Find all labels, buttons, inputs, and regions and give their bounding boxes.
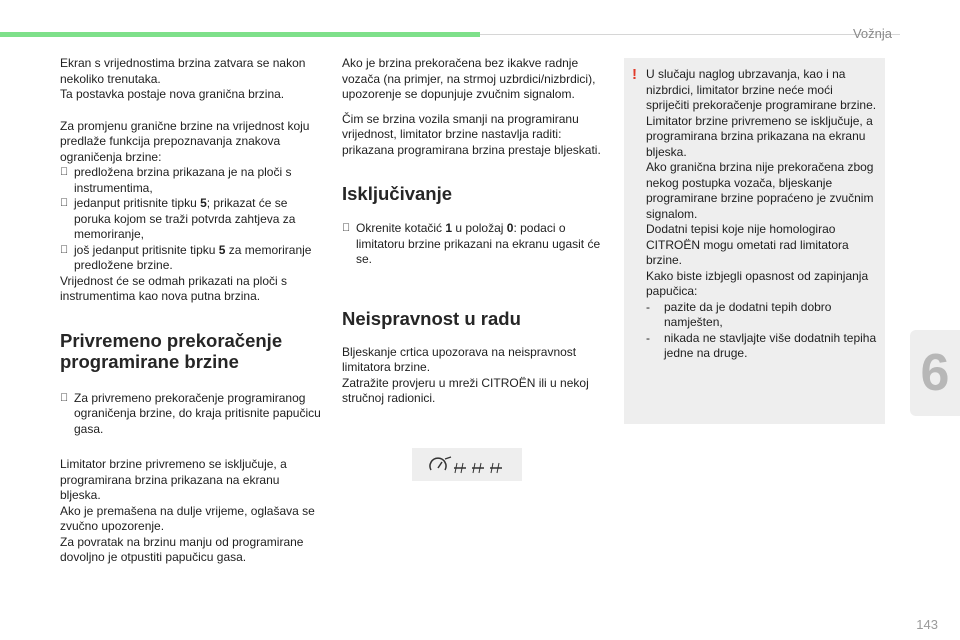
warning-exclamation-icon: !	[632, 66, 637, 83]
list-item-text: u položaj	[452, 221, 507, 235]
list-item-text: još jedanput pritisnite tipku	[74, 242, 219, 257]
heading-off: Isključivanje	[342, 183, 453, 204]
list-item	[60, 391, 322, 438]
warning-paragraph: Limitator brzine privremeno se isključuje, a programirana brzina prikazana na ekranu bljeska.	[646, 113, 873, 159]
checkbox-bullet-icon	[60, 196, 74, 243]
list-item-text: : podaci o limitatoru brzine prikazani na ekranu ugasit će se.	[356, 221, 601, 266]
checkbox-bullet-icon	[342, 221, 356, 268]
key-label: 1	[445, 221, 453, 235]
paragraph: Ako je premašena na dulje vrijeme, oglašava se zvučno upozorenje.	[60, 503, 315, 533]
column-left	[60, 56, 322, 566]
key-label: 5	[218, 242, 226, 257]
dash-bullet: -	[646, 299, 650, 314]
paragraph: Čim se brzina vozila smanji na programiranu vrijednost, limitator brzine nastavlja raditi: prikazana programirana brzina prestaje bljeskati.	[342, 111, 601, 157]
list-item-text: pazite da je dodatni tepih dobro namješten,	[664, 299, 832, 329]
paragraph: Ako je brzina prekoračena bez ikakve radnje vozača (na primjer, na strmoj uzbrdici/nizbrdici), upozorenje se dopunjuje zvučnim signalom.	[342, 56, 596, 101]
header-rule	[480, 34, 900, 35]
paragraph: Za promjenu granične brzine na vrijednost koju predlaže funkcija prepoznavanja znakova ograničenja brzine:	[60, 118, 310, 164]
list-item	[60, 243, 322, 274]
paragraph: Ekran s vrijednostima brzina zatvara se nakon nekoliko trenutaka.	[60, 56, 306, 86]
checkbox-bullet-icon	[60, 391, 74, 438]
list-item-text: ; prikazat će se poruka kojom se traži potvrda zahtjeva za memoriranje,	[74, 196, 296, 241]
warning-paragraph: Ako granična brzina nije prekoračena zbog nekog postupka vozača, bljeskanje programirane brzine popraćeno je zvučnim signalom.	[646, 160, 874, 221]
chapter-tab: 6	[910, 330, 960, 416]
heading-fault: Neispravnost u radu	[342, 307, 521, 329]
paragraph: Vrijednost će se odmah prikazati na ploči s instrumentima kao nova putna brzina.	[60, 273, 288, 303]
header-accent-bar	[0, 32, 480, 37]
warning-box	[624, 58, 885, 424]
paragraph: Ta postavka postaje nova granična brzina.	[60, 87, 285, 101]
list-item	[646, 331, 879, 362]
warning-paragraph: Kako biste izbjegli opasnost od zapinjanja papučica:	[646, 268, 869, 298]
warning-paragraph: Dodatni tepisi koje nije homologirao CITROËN mogu ometati rad limitatora brzine.	[646, 222, 849, 267]
paragraph: Za povratak na brzinu manju od programirane dovoljno je otpustiti papučicu gasa.	[60, 534, 304, 564]
list-item-text: Okrenite kotačić	[356, 221, 446, 235]
paragraph: Bljeskanje crtica upozorava na neispravnost limitatora brzine.	[342, 344, 577, 374]
paragraph: Zatražite provjeru u mreži CITROËN ili u nekoj stručnoj radionici.	[342, 375, 589, 405]
list-item-text: Za privremeno prekoračenje programiranog ograničenja brzine, do kraja pritisnite papučicu gasa.	[74, 390, 321, 436]
key-label: 0	[506, 221, 514, 235]
warning-paragraph: U slučaju naglog ubrzavanja, kao i na nizbrdici, limitator brzine neće moći spriječiti prekoračenje programirane brzine.	[646, 67, 877, 112]
list-item-text: za memoriranje predložene brzine.	[74, 242, 312, 272]
page-number: 143	[916, 617, 938, 632]
speed-limiter-dashes-icon	[427, 454, 507, 476]
dash-bullet: -	[646, 330, 650, 345]
list-item	[60, 165, 322, 196]
list-item	[646, 300, 879, 331]
checkbox-bullet-icon	[60, 243, 74, 274]
paragraph: Limitator brzine privremeno se isključuje, a programirana brzina prikazana na ekranu bljeska.	[60, 457, 287, 502]
checkbox-bullet-icon	[60, 165, 74, 196]
heading-override: Privremeno prekoračenje programirane brzine	[60, 329, 283, 372]
section-title: Vožnja	[852, 26, 892, 41]
list-item-text: predložena brzina prikazana je na ploči s instrumentima,	[74, 165, 292, 195]
list-item	[60, 196, 322, 243]
column-middle	[342, 56, 604, 407]
display-panel	[412, 448, 522, 481]
list-item-text: jedanput pritisnite tipku	[74, 196, 201, 210]
list-item	[342, 221, 604, 268]
list-item-text: nikada ne stavljajte više dodatnih tepiha jedne na druge.	[664, 330, 877, 360]
key-label: 5	[200, 196, 207, 210]
